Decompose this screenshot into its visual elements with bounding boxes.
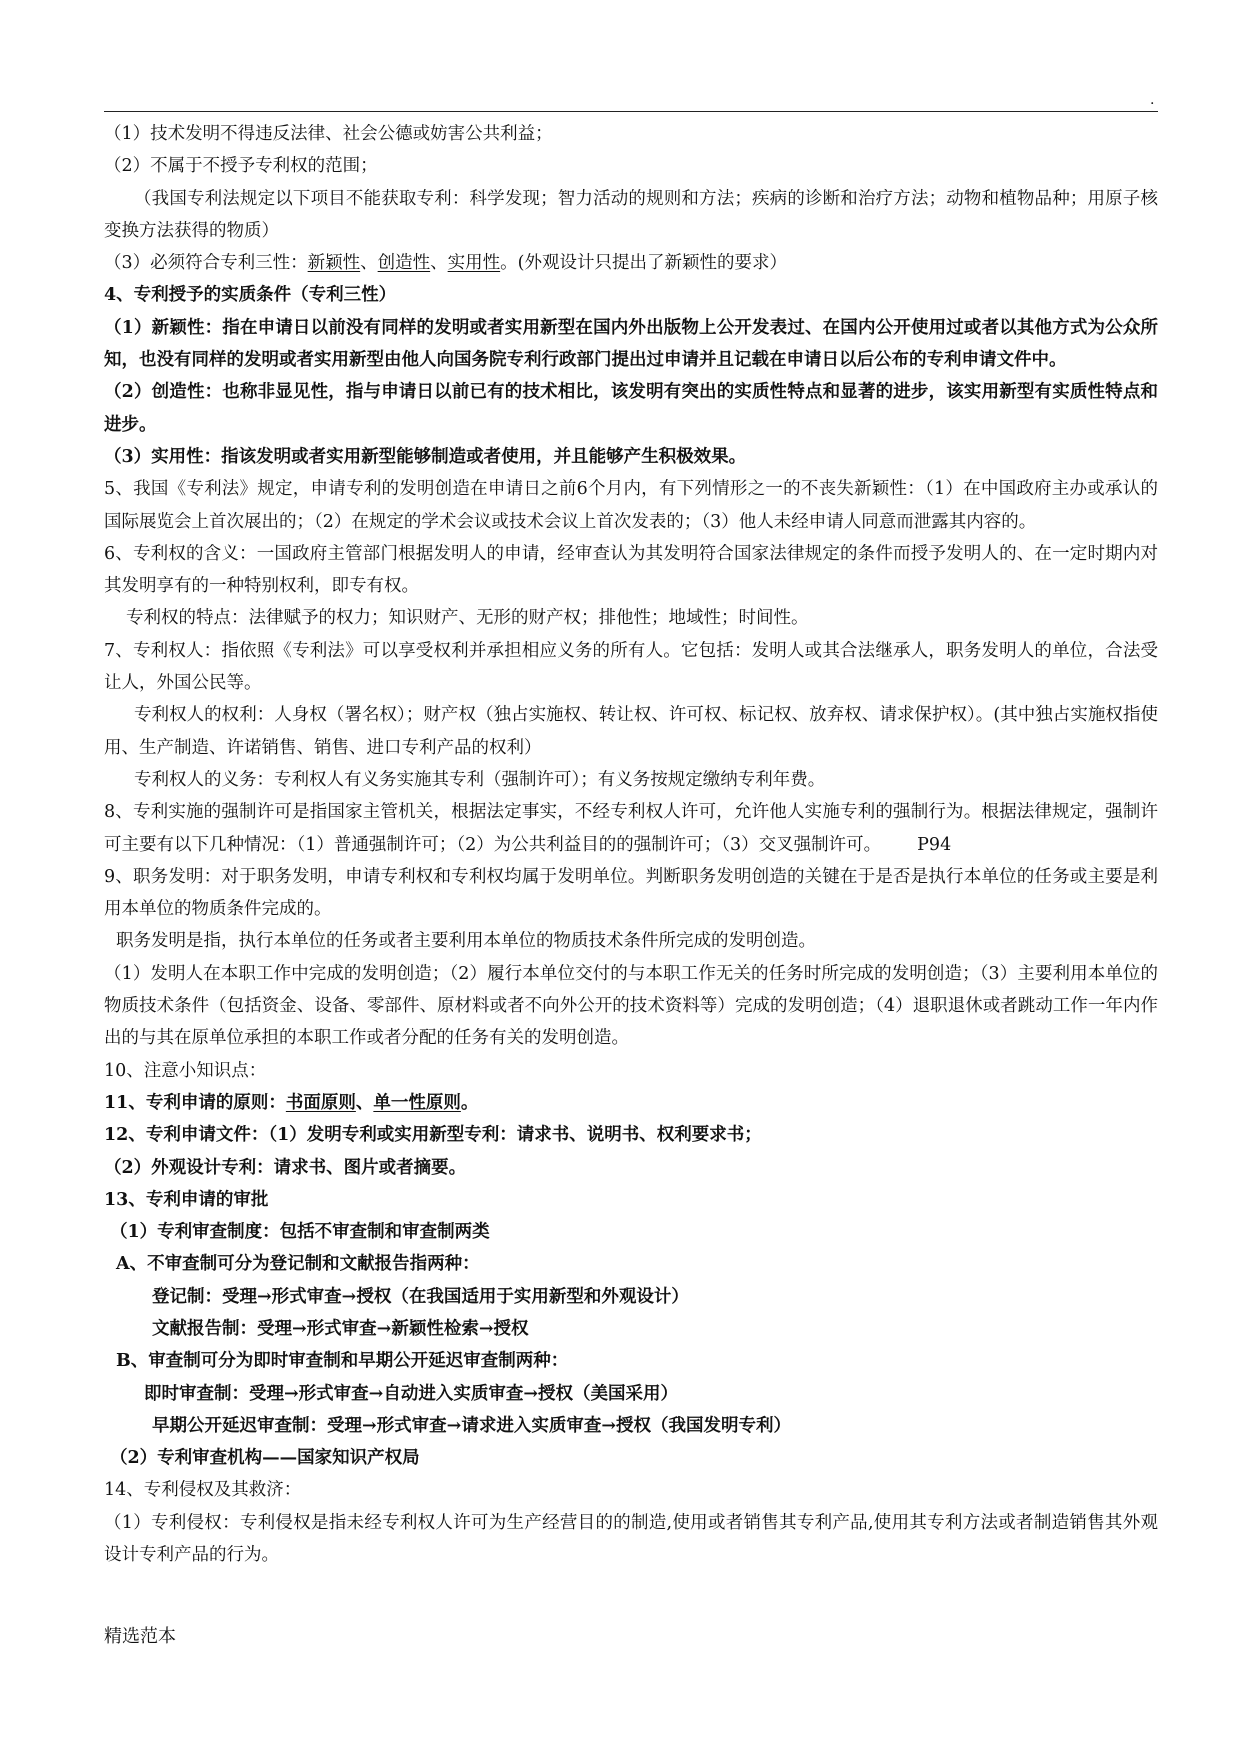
document-body bbox=[104, 118, 1158, 1571]
paragraph-2: （2）不属于不授予专利权的范围； bbox=[104, 156, 378, 177]
section-heading-4: 4、专利授予的实质条件（专利三性） bbox=[104, 285, 397, 306]
paragraph-1: （1）技术发明不得违反法律、社会公德或妨害公共利益； bbox=[104, 124, 553, 144]
paragraph-4: （3）必须符合专利三性：新颖性、创造性、实用性。(外观设计只提出了新颖性的要求） bbox=[104, 253, 787, 274]
paragraph-9: 9、职务发明：对于职务发明，申请专利权和专利权均属于发明单位。判断职务发明创造的关键在于是否是执行本单位的任务或主要是利用本单位的物质条件完成的。 bbox=[104, 866, 1158, 920]
paragraph-patentee-duties: 专利权人的义务：专利权人有义务实施其专利（强制许可）；有义务按规定缴纳专利年费。 bbox=[134, 769, 826, 790]
paragraph-8: 8、专利实施的强制许可是指国家主管机关，根据法定事实，不经专利权人许可，允许他人实施专利的强制行为。根据法律规定，强制许可主要有以下几种情况：（1）普通强制许可；（2）为公共利益目的的强制许可；（3）交叉强制许可。 P94 bbox=[104, 802, 1158, 855]
paragraph-creativity: （2）创造性：也称非显见性，指与申请日以前已有的技术相比，该发明有突出的实质性特点和显著的进步，该实用新型有实质性特点和进步。 bbox=[104, 382, 1158, 435]
paragraph-registration: 登记制：受理→形式审查→授权（在我国适用于实用新型和外观设计） bbox=[152, 1286, 689, 1307]
paragraph-13-a: A、不审查制可分为登记制和文献报告指两种： bbox=[116, 1254, 480, 1275]
header-mark: . bbox=[1150, 92, 1155, 108]
paragraph-immediate-exam: 即时审查制：受理→形式审查→自动进入实质审查→授权（美国采用） bbox=[144, 1383, 678, 1404]
paragraph-service-invention-cases: （1）发明人在本职工作中完成的发明创造；（2）履行本单位交付的与本职工作无关的任务时所完成的发明创造；（3）主要利用本单位的物质技术条件（包括资金、设备、零部件、原材料或者不向外公开的技术资料等）完成的发明创造；（4）退职退休或者跳动工作一年内作出的与其在原单位承担的本职工作或者分配的任务有关的发明创造。 bbox=[104, 963, 1158, 1049]
page-reference: P94 bbox=[917, 834, 952, 855]
section-heading-13: 13、专利申请的审批 bbox=[104, 1189, 269, 1210]
paragraph-deferred-exam: 早期公开延迟审查制：受理→形式审查→请求进入实质审查→授权（我国发明专利） bbox=[152, 1415, 791, 1436]
footer-label: 精选范本 bbox=[104, 1626, 176, 1647]
paragraph-practicality: （3）实用性：指该发明或者实用新型能够制造或者使用，并且能够产生积极效果。 bbox=[104, 446, 747, 467]
paragraph-12: 12、专利申请文件：（1）发明专利或实用新型专利：请求书、说明书、权利要求书； bbox=[104, 1125, 762, 1146]
term-novelty: 新颖性 bbox=[307, 253, 361, 274]
paragraph-13-1: （1）专利审查制度：包括不审查制和审查制两类 bbox=[110, 1222, 490, 1243]
paragraph-service-invention: 职务发明是指，执行本单位的任务或者主要利用本单位的物质技术条件所完成的发明创造。 bbox=[116, 931, 816, 952]
paragraph-literature-report: 文献报告制：受理→形式审查→新颖性检索→授权 bbox=[152, 1318, 529, 1339]
term-written-principle: 书面原则 bbox=[285, 1092, 356, 1113]
paragraph-novelty: （1）新颖性：指在申请日以前没有同样的发明或者实用新型在国内外出版物上公开发表过、在国内公开使用过或者以其他方式为公众所知，也没有同样的发明或者实用新型由他人向国务院专利行政部门提出过申请并且记载在申请日以后公布的专利申请文件中。 bbox=[104, 317, 1158, 371]
paragraph-11: 11、专利申请的原则：书面原则、单一性原则。 bbox=[104, 1092, 479, 1113]
term-practicality: 实用性 bbox=[447, 253, 501, 274]
paragraph-5: 5、我国《专利法》规定，申请专利的发明创造在申请日之前6个月内，有下列情形之一的不丧失新颖性：（1）在中国政府主办或承认的国际展览会上首次展出的；（2）在规定的学术会议或技术会议上首次发表的；（3）他人未经申请人同意而泄露其内容的。 bbox=[104, 479, 1158, 532]
term-creativity: 创造性 bbox=[377, 253, 431, 274]
paragraph-12-design: （2）外观设计专利：请求书、图片或者摘要。 bbox=[104, 1157, 467, 1178]
paragraph-7: 7、专利权人：指依照《专利法》可以享受权利并承担相应义务的所有人。它包括：发明人或其合法继承人，职务发明人的单位，合法受让人，外国公民等。 bbox=[104, 640, 1158, 694]
paragraph-13-b: B、审查制可分为即时审查制和早期公开延迟审查制两种： bbox=[116, 1351, 569, 1372]
paragraph-patentee-rights: 专利权人的权利：人身权（署名权）；财产权（独占实施权、转让权、许可权、标记权、放弃权、请求保护权）。(其中独占实施权指使用、生产制造、许诺销售、销售、进口专利产品的权利） bbox=[104, 705, 1158, 758]
paragraph-6: 6、专利权的含义：一国政府主管部门根据发明人的申请，经审查认为其发明符合国家法律规定的条件而授予发明人的、在一定时期内对其发明享有的一种特别权利，即专有权。 bbox=[104, 543, 1158, 597]
paragraph-14: 14、专利侵权及其救济： bbox=[104, 1480, 302, 1501]
header-rule bbox=[104, 111, 1158, 112]
paragraph-3: （我国专利法规定以下项目不能获取专利：科学发现；智力活动的规则和方法；疾病的诊断和治疗方法；动物和植物品种；用原子核变换方法获得的物质） bbox=[104, 188, 1158, 241]
paragraph-patent-features: 专利权的特点：法律赋予的权力；知识财产、无形的财产权；排他性；地域性；时间性。 bbox=[126, 608, 809, 629]
paragraph-10: 10、注意小知识点： bbox=[104, 1060, 267, 1081]
paragraph-14-1: （1）专利侵权：专利侵权是指未经专利权人许可为生产经营目的的制造,使用或者销售其专利产品,使用其专利方法或者制造销售其外观设计专利产品的行为。 bbox=[104, 1512, 1158, 1566]
paragraph-13-2: （2）专利审查机构——国家知识产权局 bbox=[110, 1448, 420, 1469]
term-unity-principle: 单一性原则 bbox=[373, 1092, 461, 1113]
